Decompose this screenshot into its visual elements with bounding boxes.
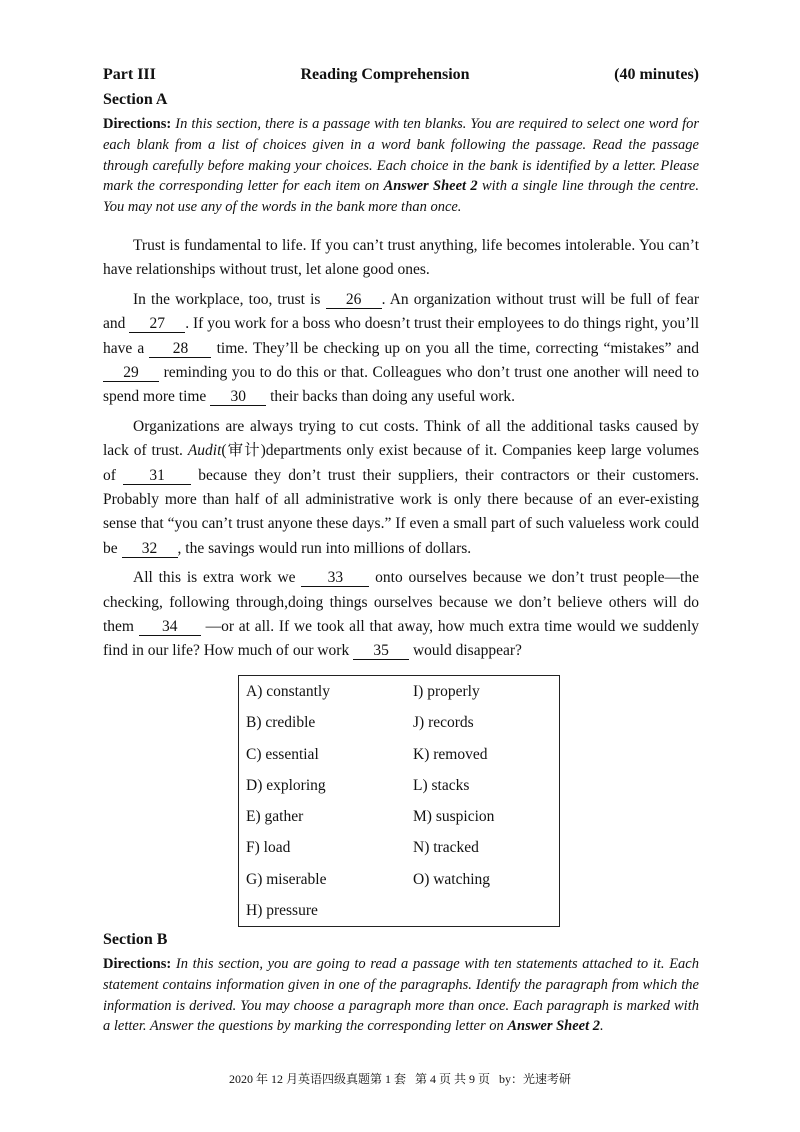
word-option-f: F) load <box>246 839 291 857</box>
section-a-title: Section A <box>103 91 168 108</box>
blank-30[interactable]: 30 <box>210 388 266 406</box>
word-option-o: O) watching <box>413 870 491 888</box>
passage-paragraph-4: All this is extra work we 33 onto ourselves because we don’t trust people—the checking, following through,doing things ourselves because we don’t believe others will do them 34 —or at all. If we took all that away, how much extra time would we suddenly find in our life? How much of our work 35 would disappear? <box>103 569 699 660</box>
blank-29[interactable]: 29 <box>103 364 159 382</box>
footer-by: by：光速考研 <box>499 1072 572 1086</box>
word-option-b: B) credible <box>246 714 316 732</box>
answer-sheet-ref: Answer Sheet 2 <box>383 178 478 195</box>
word-option-e: E) gather <box>246 808 304 826</box>
part-header <box>103 62 699 88</box>
answer-sheet-ref: Answer Sheet 2 <box>507 1018 601 1035</box>
word-option-g: G) miserable <box>246 870 327 888</box>
word-option-l: L) stacks <box>413 776 470 794</box>
footer-page: 第 4 页 共 9 页 <box>414 1072 490 1086</box>
word-option-a: A) constantly <box>246 683 330 700</box>
audit-term: Audit <box>187 442 222 460</box>
word-option-m: M) suspicion <box>413 808 495 826</box>
word-option-d: D) exploring <box>246 776 326 794</box>
directions-label: Directions: <box>103 956 172 972</box>
section-b-title: Section B <box>103 931 168 948</box>
footer-exam: 2020 年 12 月英语四级真题第 1 套 <box>228 1072 406 1086</box>
passage-paragraph-1: Trust is fundamental to life. If you can’t trust anything, life becomes intolerable. You can’t have relationships without trust, let alone good ones. <box>103 236 699 279</box>
blank-34[interactable]: 34 <box>139 618 201 636</box>
word-option-j: J) records <box>413 714 474 732</box>
directions-text: In this section, there is a passage with ten blanks. You are required to select one word for each blank from a list of choices given in a word bank following the passage. Read the passage through carefully before making your choices. Each choice in the bank is identified by a letter. Please mark the corresponding letter for each item on Answer Sheet 2 with a single line through the centre. You may not use any of the words in the bank more than once. <box>103 116 699 216</box>
section-a-directions <box>103 114 699 218</box>
word-bank <box>238 675 560 927</box>
blank-28[interactable]: 28 <box>149 340 211 358</box>
page-content <box>103 62 699 664</box>
blank-33[interactable]: 33 <box>301 569 369 587</box>
blank-31[interactable]: 31 <box>123 467 191 485</box>
page-footer <box>0 1070 800 1087</box>
directions-text: In this section, you are going to read a passage with ten statements attached to it. Each statement contains information given in one of the paragraphs. Identify the paragraph from which the information is derived. You may choose a paragraph more than once. Each paragraph is marked with a letter. Answer the questions by marking the corresponding letter on Answer Sheet 2. <box>103 956 699 1035</box>
part-label: Part III <box>103 66 156 83</box>
word-option-c: C) essential <box>246 745 319 763</box>
part-time: (40 minutes) <box>614 66 699 83</box>
blank-27[interactable]: 27 <box>129 315 185 333</box>
passage-paragraph-3: Organizations are always trying to cut costs. Think of all the additional tasks caused by lack of trust. Audit(审计)departments only exist because of it. Companies keep large volumes of 31 because they don’t trust their suppliers, their contractors or their customers. Probably more than half of all administrative work is only there because of an ever-existing sense that “you can’t trust anyone these days.” If even a small part of such valueless work could be 32 , the savings would run into millions of dollars. <box>103 417 699 557</box>
part-title: Reading Comprehension <box>300 66 470 83</box>
word-option-k: K) removed <box>413 745 488 763</box>
section-b <box>103 928 699 1037</box>
word-option-i: I) properly <box>413 683 480 700</box>
blank-26[interactable]: 26 <box>326 291 382 309</box>
word-option-h: H) pressure <box>246 902 318 920</box>
passage-paragraph-2: In the workplace, too, trust is 26 . An organization without trust will be full of fear and 27 . If you work for a boss who doesn’t trust their employees to do things right, you’ll have a 28 time. They’ll be checking up on you all the time, correcting “mistakes” and 29 reminding you to do this or that. Colleagues who don’t trust one another will need to spend more time 30 their backs than doing any useful work. <box>103 290 699 406</box>
word-option-n: N) tracked <box>413 839 479 857</box>
blank-32[interactable]: 32 <box>122 540 178 558</box>
blank-35[interactable]: 35 <box>353 642 409 660</box>
section-b-directions <box>103 954 699 1037</box>
directions-label: Directions: <box>103 116 172 132</box>
